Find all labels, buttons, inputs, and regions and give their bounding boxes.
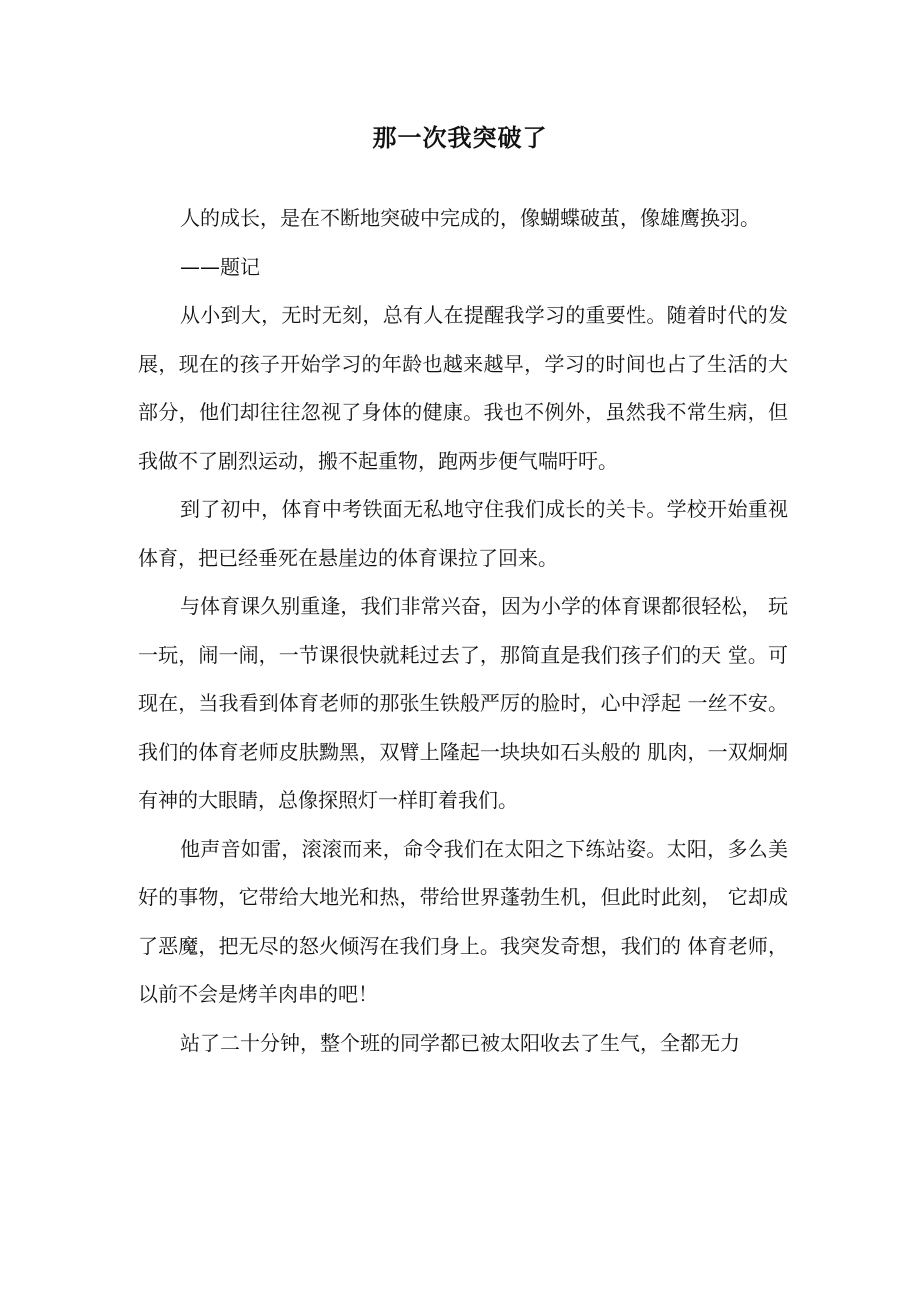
paragraph-1: 从小到大，无时无刻，总有人在提醒我学习的重要性。随着时代的发展，现在的孩子开始学习的年龄也越来越早，学习的时间也占了生活的大部分，他们却往往忽视了身体的健康。我也不例外，虽然我不常生病，但我做不了剧烈运动，搬不起重物，跑两步便气喘吁吁。 [138,303,788,473]
paragraph-3: 与体育课久别重逢，我们非常兴奋，因为小学的体育课都很轻松， 玩一玩，闹一闹，一节课很快就耗过去了，那简直是我们孩子们的天 堂。可现在，当我看到体育老师的那张生铁般严厉的脸时，心中浮起 一丝不安。我们的体育老师皮肤黝黑，双臂上隆起一块块如石头般的 肌肉，一双炯炯有神的大眼睛，总像探照灯一样盯着我们。 [138,594,788,812]
paragraph-5: 站了二十分钟，整个班的同学都已被太阳收去了生气，全都无力 [180,1030,740,1055]
paragraph-epigraph: 人的成长，是在不断地突破中完成的，像蝴蝶破茧，像雄鹰换羽。 [180,206,760,230]
paragraph-4: 他声音如雷，滚滚而来，命令我们在太阳之下练站姿。太阳，多么美好的事物，它带给大地光和热，带给世界蓬勃生机，但此时此刻， 它却成了恶魔，把无尽的怒火倾泻在我们身上。我突发奇想，我们的 体育老师，以前不会是烤羊肉串的吧！ [138,836,788,1006]
paragraph-2: 到了初中，体育中考铁面无私地守住我们成长的关卡。学校开始重视体育，把已经垂死在悬崖边的体育课拉了回来。 [138,497,788,570]
document-body [138,194,788,1067]
page-title: 那一次我突破了 [372,124,548,152]
paragraph-epigraph-attribution: ——题记 [180,254,260,279]
